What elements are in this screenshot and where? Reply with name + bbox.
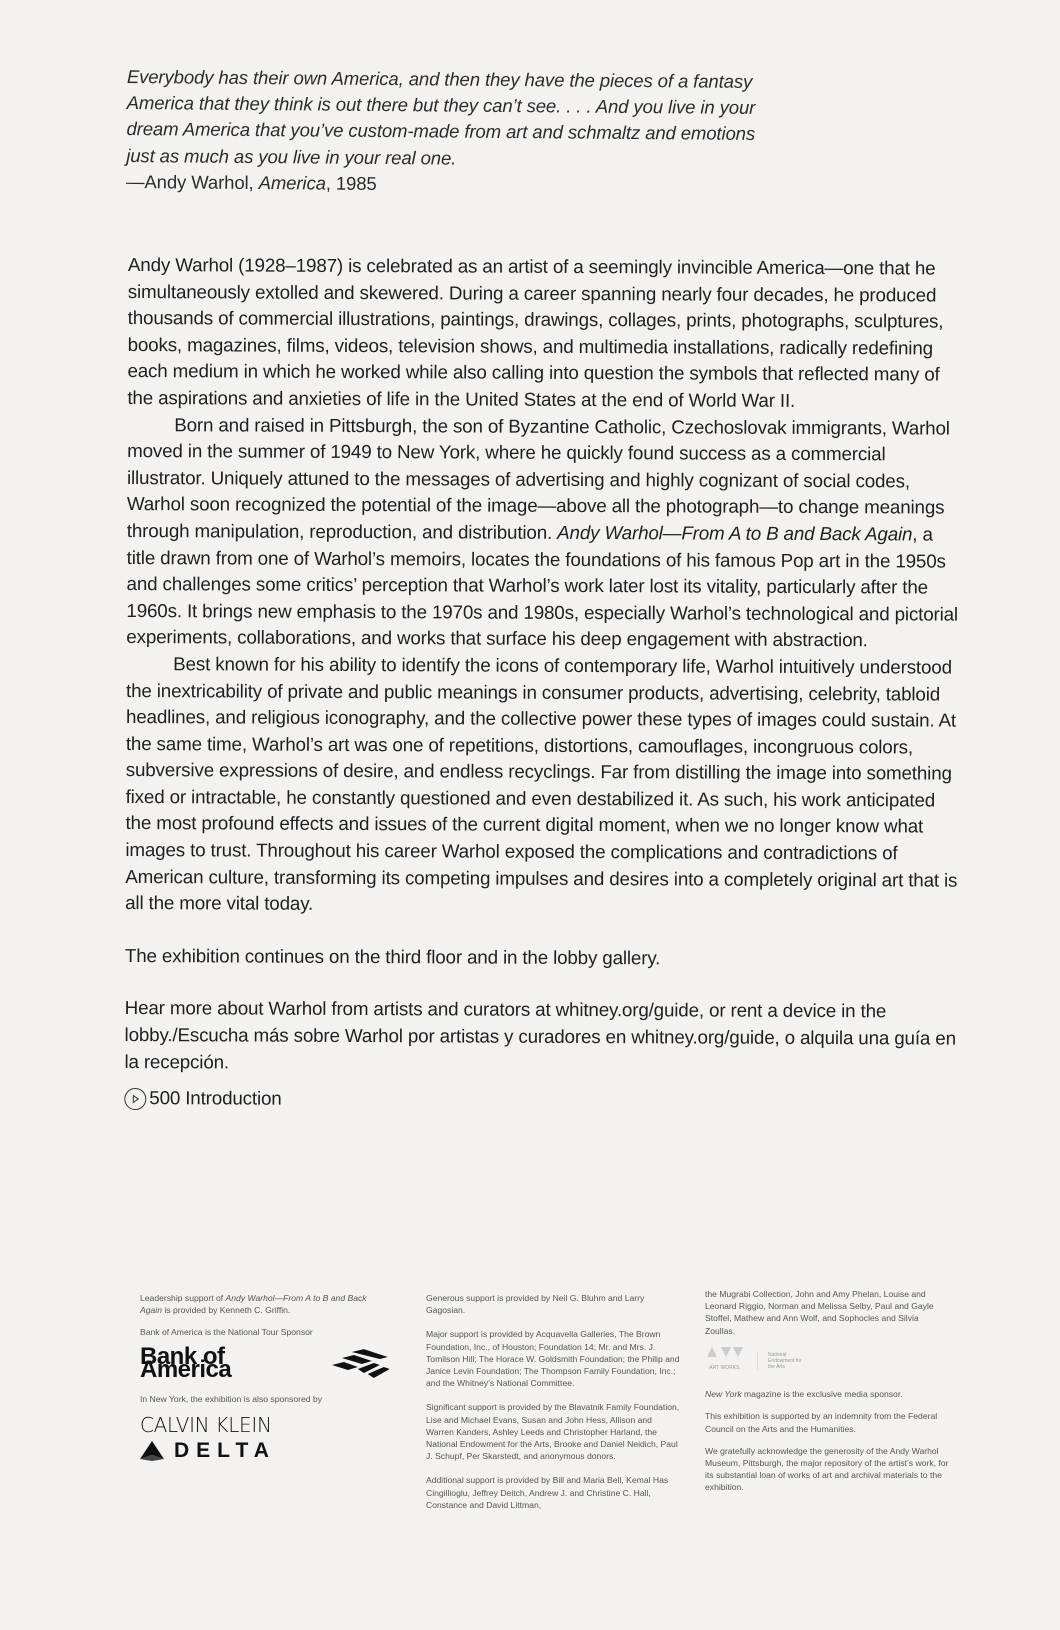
media-sponsor (705, 1388, 950, 1400)
quote-line: dream America that you’ve custom-made from art and schmaltz and emotions (126, 118, 756, 145)
audio-stop (124, 1085, 959, 1115)
paragraph-intro: Andy Warhol (1928–1987) is celebrated as an artist of a seemingly invincible America—one that he simultaneously extolled and skewered. During a career spanning nearly four decades, he produced thousands of commercial illustrations, paintings, drawings, collages, prints, photographs, sculptures, books, magazines, films, videos, television shows, and multimedia installations, radically redefining each medium in which he worked while also calling into question the symbols that reflected many of the aspirations and anxieties of life in the United States at the end of World War II. (127, 253, 944, 411)
bank-of-america-logo (140, 1343, 390, 1383)
epigraph-quote (126, 64, 867, 201)
credit-text: Leadership support of (140, 1293, 226, 1303)
play-icon (124, 1088, 146, 1110)
sponsors-column-3 (705, 1288, 950, 1504)
delta-logo (140, 1438, 390, 1462)
exhibition-title: Andy Warhol—From A to B and Back Again (557, 521, 913, 545)
boa-wordmark: Bank of America (140, 1343, 232, 1383)
audio-stop-label: 500 Introduction (149, 1087, 282, 1109)
acknowledgment: We gratefully acknowledge the generosity of the Andy Warhol Museum, Pittsburgh, the major repository of the artist’s work, for its substantial loan of works of art and archival materials to the exhibition. (705, 1445, 949, 1493)
art-works-triangles-icon (705, 1347, 745, 1357)
delta-wordmark: DELTA (174, 1438, 276, 1462)
nea-logo (705, 1347, 950, 1374)
nea-text: National Endowment for the Arts (757, 1352, 808, 1370)
paragraph-legacy: Best known for his ability to identify the icons of contemporary life, Warhol intuitively understood the inextricability of private and public meanings in consumer products, advertising, celebrity, tabloid headlines, and religious iconography, and the collective power these types of images could sustain. At the same time, Warhol’s art was one of repetitions, distortions, camouflages, incongruous colors, subversive expressions of desire, and endless recyclings. Far from distilling the image into something fixed or intractable, he constantly questioned and even destabilized it. As such, his work anticipated the most profound effects and issues of the current digital moment, when we no longer know what images to trust. Throughout his career Warhol exposed the complications and contradictions of American culture, transforming its competing impulses and desires into a completely original art that is all the more vital today. (125, 653, 958, 915)
new-york-sponsors-note: In New York, the exhibition is also sponsored by (140, 1393, 323, 1404)
leadership-support (140, 1292, 390, 1316)
magazine-title: New York (705, 1389, 742, 1400)
exhibition-title: Andy Warhol—From A to B and Back Again (140, 1293, 367, 1316)
calvin-klein-logo: CALVIN KLEIN (140, 1412, 272, 1437)
quote-line: just as much as you live in your real one. (126, 144, 457, 169)
credit-text: magazine is the exclusive media sponsor. (741, 1389, 903, 1400)
significant-support: Significant support is provided by the Blavatnik Family Foundation, Lise and Michael Evans, Susan and John Hess, Allison and Warren Kanders, Ashley Leeds and Christopher Harland, the National Endowment for the Arts, Brooke and Daniel Neidich, Paul J. Schupf, Per Skarstedt, and anonymous donors. (426, 1402, 680, 1462)
sponsors-column-1 (140, 1292, 390, 1461)
art-works-text: ART WORKS. (709, 1365, 741, 1372)
delta-widget-icon (140, 1441, 164, 1461)
attribution-author: —Andy Warhol, (125, 170, 259, 193)
attribution-year: , 1985 (325, 172, 377, 194)
additional-support: Additional support is provided by Bill and Maria Bell, Kemal Has Cingillioglu, Jeffrey Deitch, Andrew J. and Christine C. Hall, Constance and David Littman, (426, 1475, 669, 1510)
attribution-title: America (258, 171, 326, 194)
sponsors-column-2 (426, 1292, 681, 1521)
major-support: Major support is provided by Acquavella Galleries, The Brown Foundation, Inc., of Houston; Foundation 14; Mr. and Mrs. J. Tomilson Hill; The Horace W. Goldsmith Foundation; the Philip and Janice Levin Foundation; The Thompson Family Foundation, Inc.; and the Whitney’s National Committee. (426, 1329, 680, 1389)
wall-text-body (124, 252, 963, 1115)
credit-text: is provided by Kenneth C. Griffin. (161, 1305, 291, 1316)
art-works-logo (705, 1347, 745, 1374)
boa-flag-icon (328, 1349, 390, 1379)
tour-sponsor-note: Bank of America is the National Tour Sponsor (140, 1327, 313, 1338)
audio-guide-info: Hear more about Warhol from artists and curators at whitney.org/guide, or rent a device in the lobby./Escucha más sobre Warhol por artistas y curadores en whitney.org/guide, o alquila una guía en la recepción. (124, 997, 956, 1073)
indemnity-note: This exhibition is supported by an indemnity from the Federal Council on the Arts and the Humanities. (705, 1411, 938, 1434)
exhibition-continues-note: The exhibition continues on the third floor and in the lobby gallery. (124, 944, 661, 969)
paragraph-text: , a title drawn from one of Warhol’s memoirs, locates the foundations of his famous Pop art in the 1950s and challenges some critics’ perception that Warhol’s work later lost its vitality, particularly after the 1960s. It brings new emphasis to the 1970s and 1980s, especially Warhol’s technological and pictorial experiments, collaborations, and works that surface his deep engagement with abstraction. (126, 523, 959, 651)
generous-support: Generous support is provided by Neil G. Bluhm and Larry Gagosian. (426, 1293, 645, 1316)
quote-line: Everybody has their own America, and then they have the pieces of a fantasy (126, 65, 753, 92)
additional-support-continued: the Mugrabi Collection, John and Amy Phelan, Louise and Leonard Riggio, Norman and Melissa Selby, Paul and Gayle Stoffel, Mathew and Ann Wolf, and Sophocles and Silvia Zoullas. (705, 1289, 934, 1336)
paragraph-text: Born and raised in Pittsburgh, the son of Byzantine Catholic, Czechoslovak immigrants, Warhol moved in the summer of 1949 to New York, where he quickly found success as a commercial illustrator. Uniquely attuned to the messages of advertising and highly cognizant of social codes, Warhol soon recognized the potential of the image—above all the photograph—to change meanings through manipulation, reproduction, and distribution. (126, 413, 950, 543)
quote-line: America that they think is out there but they can’t see. . . . And you live in your (126, 92, 756, 119)
quote-attribution (126, 169, 866, 201)
paragraph-biography (126, 412, 962, 655)
